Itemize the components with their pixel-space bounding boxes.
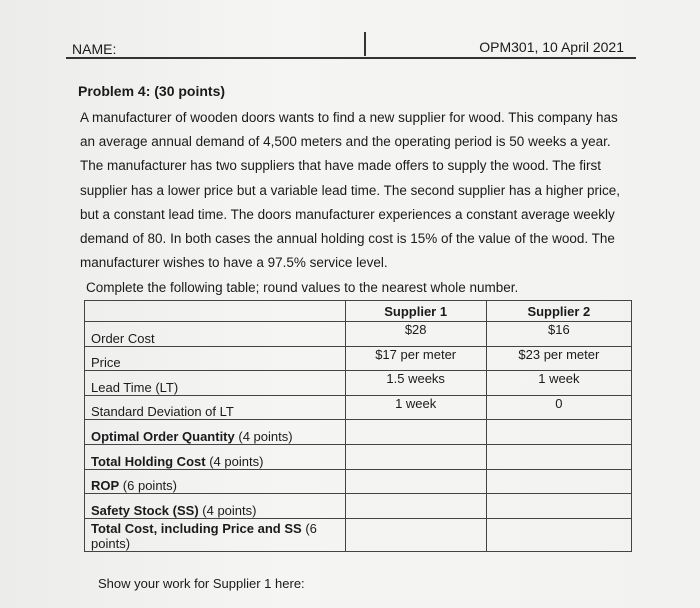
name-label: NAME: [72, 41, 117, 57]
supplier-1-value[interactable] [345, 494, 486, 519]
supplier-1-value[interactable] [345, 420, 486, 445]
table-row [85, 444, 632, 469]
supplier-2-value[interactable] [486, 420, 631, 445]
supplier-1-value: 1.5 weeks [345, 371, 486, 396]
supplier-2-value: 1 week [486, 371, 631, 396]
row-points: (6 points) [122, 478, 177, 494]
row-label: Total Holding Cost [91, 453, 206, 469]
row-points: (4 points) [202, 502, 257, 518]
row-label: Lead Time (LT) [91, 379, 179, 395]
supplier-table [84, 300, 632, 552]
row-label: Order Cost [91, 330, 155, 346]
supplier-1-header: Supplier 1 [345, 301, 486, 322]
row-label-cell [85, 322, 346, 347]
row-label: Standard Deviation of LT [91, 404, 234, 420]
row-points: (4 points) [209, 453, 264, 469]
supplier-2-value[interactable] [486, 518, 631, 551]
row-label-cell [85, 494, 346, 519]
supplier-1-value: $17 per meter [345, 346, 486, 371]
supplier-2-value[interactable] [486, 494, 631, 519]
work-prompt: Show your work for Supplier 1 here: [98, 576, 305, 591]
row-points: (6 points) [91, 521, 317, 551]
row-label-cell [85, 420, 346, 445]
supplier-2-value: $16 [486, 322, 631, 347]
problem-text: A manufacturer of wooden doors wants to find a new supplier for wood. This company has an average annual demand of 4,500 meters and the operating period is 50 weeks a year. The manufacturer has two suppliers that have made offers to supply the wood. The first supplier has a lower price but a variable lead time. The second supplier has a higher price, but a constant lead time. The doors manufacturer experiences a constant average weekly demand of 80. In both cases the annual holding cost is 15% of the value of the wood. The manufacturer wishes to have a 97.5% service level. [80, 110, 621, 271]
corner-header [85, 301, 346, 322]
header [68, 30, 636, 60]
supplier-1-value[interactable] [345, 444, 486, 469]
supplier-1-value[interactable] [345, 518, 486, 551]
row-label-cell [85, 444, 346, 469]
course-date: OPM301, 10 April 2021 [479, 39, 624, 55]
row-label: Safety Stock (SS) [91, 502, 199, 518]
row-label-cell [85, 395, 346, 420]
row-label-cell [85, 346, 346, 371]
supplier-1-value: 1 week [345, 395, 486, 420]
row-label-cell [85, 518, 346, 551]
table-row [85, 346, 632, 371]
header-rule [66, 57, 636, 59]
table-row [85, 469, 632, 494]
table-row [85, 518, 632, 551]
supplier-2-value[interactable] [486, 469, 631, 494]
supplier-2-value: $23 per meter [486, 346, 631, 371]
row-label-cell [85, 371, 346, 396]
supplier-2-value[interactable] [486, 444, 631, 469]
supplier-1-value[interactable] [345, 469, 486, 494]
table-row [85, 420, 632, 445]
table-row [85, 371, 632, 396]
row-label: Optimal Order Quantity [91, 428, 235, 444]
row-points: (4 points) [238, 428, 293, 444]
table-body [85, 322, 632, 552]
row-label: ROP [91, 478, 120, 494]
table-row [85, 395, 632, 420]
table-instruction: Complete the following table; round values to the nearest whole number. [86, 280, 519, 295]
supplier-2-header: Supplier 2 [486, 301, 631, 322]
table-row [85, 494, 632, 519]
row-label: Price [91, 355, 121, 371]
problem-title: Problem 4: (30 points) [78, 83, 226, 99]
supplier-2-value: 0 [486, 395, 631, 420]
header-divider [364, 32, 366, 56]
row-label-cell [85, 469, 346, 494]
supplier-1-value: $28 [345, 322, 486, 347]
table-row [85, 322, 632, 347]
row-label: Total Cost, including Price and SS [91, 521, 302, 536]
